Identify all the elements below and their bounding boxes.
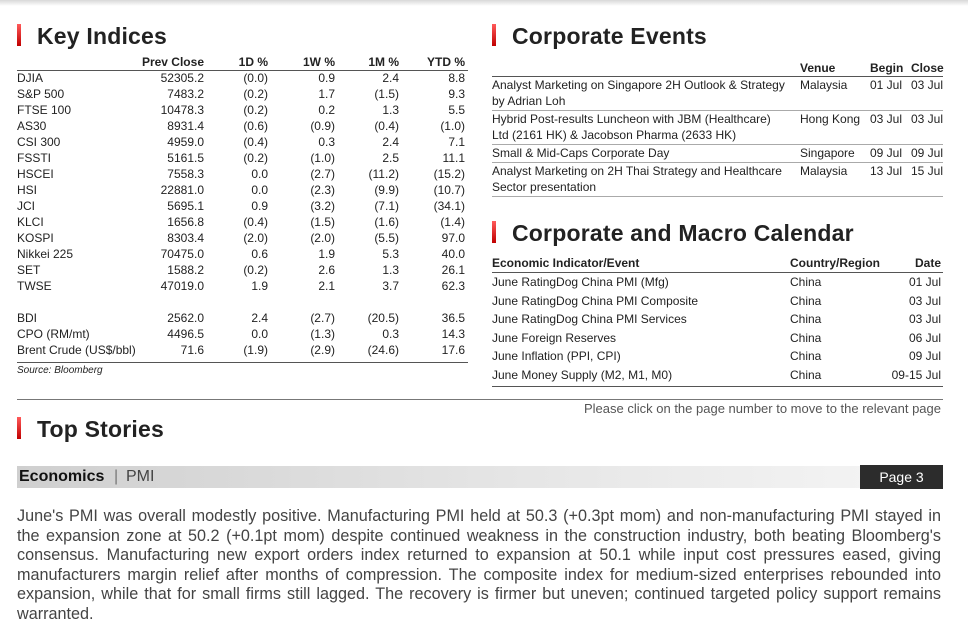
change-1w-value: 2.6 [318,263,335,277]
change-1d-value: (0.2) [243,87,268,101]
col-prev-close: Prev Close [141,55,204,69]
calendar-date: 09-15 Jul [891,367,941,382]
change-1w-value: (1.0) [310,151,335,165]
story-body: June's PMI was overall modestly positive. Manufacturing PMI held at 50.3 (+0.3pt mom) and non-manufacturing PMI stayed in the expansion zone at 50.2 (+0.1pt mom) despite continued weakness in the construction industry, both beating Bloomberg's consensus. Manufacturing new export orders index returned to expansion at 50.1 while input cost pressures eased, giving manufacturers margin relief after months of compression. The composite index for medium-sized enterprises rebounded into expansion, while that for small firms still lagged. The recovery is firmer but uneven; continued targeted policy support remains warranted. [17,507,941,623]
event-close: 03 Jul [911,112,944,126]
calendar-event: June Money Supply (M2, M1, M0) [492,367,673,382]
table-header [492,256,943,273]
event-venue: Malaysia [800,78,848,92]
change-1w-value: (1.3) [310,327,335,341]
index-row [17,279,468,295]
calendar-country: China [790,275,822,289]
change-1d-value: 0.0 [251,167,268,181]
col-ytd: YTD % [426,55,465,69]
calendar-date: 03 Jul [908,293,941,308]
change-ytd-value: 62.3 [441,279,465,293]
change-1w-value: 0.3 [318,135,335,149]
top-shade [0,0,968,6]
calendar-country: China [790,349,822,363]
index-name: CSI 300 [17,135,61,149]
change-1m-value: (11.2) [368,167,399,181]
change-1w-value: 0.2 [318,103,335,117]
col-date: Date [914,256,941,270]
index-row [17,247,468,263]
index-name: Nikkei 225 [17,247,74,261]
change-1m-value: (20.5) [367,311,399,325]
change-1w-value: (2.7) [310,167,335,181]
prev-close-value: 70475.0 [160,247,204,261]
prev-close-value: 4496.5 [167,327,204,341]
key-indices-title: Key Indices [37,23,168,49]
event-name: Analyst Marketing on 2H Thai Strategy and Healthcare Sector presentation [492,164,782,194]
change-1d-value: 0.6 [251,247,268,261]
event-row [492,111,943,145]
prev-close-value: 52305.2 [160,71,204,85]
change-1d-value: 0.0 [251,183,268,197]
col-begin: Begin [870,61,904,75]
change-1m-value: 5.3 [382,247,399,261]
prev-close-value: 8931.4 [167,119,204,133]
calendar-row [492,310,943,329]
calendar-country: China [790,367,822,382]
change-ytd-value: 97.0 [441,231,465,245]
index-row [17,263,468,279]
change-1d-value: (0.4) [243,215,268,229]
index-row [17,199,468,215]
change-ytd-value: 5.5 [448,103,465,117]
prev-close-value: 10478.3 [160,103,204,117]
index-row [17,119,468,135]
section-marker [17,24,21,46]
change-ytd-value: 17.6 [441,343,465,357]
change-1m-value: (7.1) [374,199,399,213]
source-note: Source: Bloomberg [17,365,103,376]
section-marker [492,221,496,243]
index-row [17,231,468,247]
change-ytd-value: 36.5 [441,311,465,325]
event-begin: 09 Jul [870,146,903,160]
prev-close-value: 5161.5 [167,151,204,165]
top-stories-title: Top Stories [37,416,165,442]
change-ytd-value: (1.4) [440,215,465,229]
index-name: HSI [17,183,38,197]
change-1w-value: 1.7 [318,87,335,101]
calendar-date: 03 Jul [908,312,941,326]
index-row [17,343,468,359]
event-begin: 03 Jul [870,112,903,126]
change-1w-value: (0.9) [310,119,335,133]
index-row [17,151,468,167]
key-indices-table [17,55,468,376]
calendar-title: Corporate and Macro Calendar [512,220,854,246]
change-ytd-value: 9.3 [448,87,465,101]
index-name: TWSE [17,279,52,293]
col-close: Close [911,61,944,75]
divider [17,399,943,400]
index-row [17,327,468,343]
change-ytd-value: 8.8 [448,71,465,85]
change-ytd-value: 11.1 [442,151,465,165]
change-ytd-value: 40.0 [441,247,465,261]
change-ytd-value: (1.0) [440,119,465,133]
event-venue: Singapore [800,146,855,160]
calendar-country: China [790,312,822,326]
change-1w-value: 0.9 [318,71,335,85]
change-1d-value: 2.4 [251,311,268,325]
index-name: FSSTI [17,151,52,165]
corporate-events-title: Corporate Events [512,23,707,49]
event-close: 15 Jul [911,164,944,178]
change-1d-value: (0.6) [243,119,268,133]
index-name: FTSE 100 [17,103,72,117]
corporate-events-table [492,60,943,197]
index-row [17,215,468,231]
change-ytd-value: 14.3 [441,327,465,341]
calendar-country: China [790,293,822,308]
calendar-row [492,329,943,348]
change-1d-value: (0.2) [243,263,268,277]
index-name: CPO (RM/mt) [17,327,90,341]
calendar-date: 06 Jul [908,330,941,345]
prev-close-value: 4959.0 [167,135,204,149]
calendar-event: June RatingDog China PMI (Mfg) [492,275,669,289]
change-ytd-value: 7.1 [448,135,465,149]
index-name: SET [17,263,41,277]
change-1m-value: (24.6) [367,343,399,357]
change-1m-value: 1.3 [382,263,399,277]
change-1m-value: 3.7 [382,279,399,293]
event-begin: 01 Jul [870,78,903,92]
event-close: 03 Jul [911,78,944,92]
page-link-button[interactable]: Page 3 [860,465,943,489]
change-1m-value: 1.3 [382,103,399,117]
event-row [492,145,943,163]
change-1w-value: 1.9 [318,247,335,261]
index-row [17,71,468,87]
change-1d-value: 1.9 [251,279,268,293]
prev-close-value: 7483.2 [167,87,204,101]
story-category-band [17,466,943,488]
change-1w-value: (2.9) [310,343,335,357]
change-1w-value: (2.3) [310,183,335,197]
index-row [17,87,468,103]
change-1m-value: (1.6) [374,215,399,229]
col-1m: 1M % [368,55,399,69]
calendar-row [492,292,943,311]
story-subcategory: PMI [126,468,155,485]
change-1w-value: (2.0) [310,231,335,245]
change-1m-value: (0.4) [374,119,399,133]
change-1m-value: (1.5) [374,87,399,101]
col-1d: 1D % [238,55,268,69]
calendar-event: June Foreign Reserves [492,330,617,345]
story-category: Economics [19,468,105,485]
index-name: S&P 500 [17,87,65,101]
change-ytd-value: (15.2) [433,167,465,181]
event-rows [492,77,943,197]
change-1m-value: (9.9) [374,183,399,197]
calendar-event: June RatingDog China PMI Services [492,312,687,326]
navigation-note: Please click on the page number to move to the relevant page [584,401,941,416]
table-header [492,60,943,77]
index-name: KOSPI [17,231,54,245]
change-1m-value: 2.4 [382,135,399,149]
section-marker [17,417,21,439]
calendar-row [492,347,943,366]
change-1d-value: (2.0) [243,231,268,245]
change-1d-value: 0.0 [251,327,268,341]
change-1w-value: (3.2) [310,199,335,213]
index-name: BDI [17,311,38,325]
macro-calendar-table [492,256,943,387]
change-1m-value: (5.5) [374,231,399,245]
change-ytd-value: (34.1) [433,199,465,213]
change-1w-value: (1.5) [310,215,335,229]
calendar-country: China [790,330,822,345]
index-name: JCI [17,199,35,213]
change-1d-value: (0.0) [243,71,268,85]
change-1m-value: 2.4 [382,71,399,85]
indices-rows [17,71,468,295]
change-1m-value: 0.3 [382,327,399,341]
calendar-date: 09 Jul [908,349,941,363]
change-1d-value: (0.2) [243,151,268,165]
change-ytd-value: 26.1 [441,263,465,277]
index-name: Brent Crude (US$/bbl) [17,343,136,357]
prev-close-value: 1656.8 [167,215,204,229]
prev-close-value: 8303.4 [167,231,204,245]
index-name: HSCEI [17,167,54,181]
event-venue: Hong Kong [800,112,861,126]
calendar-rows [492,273,943,384]
prev-close-value: 2562.0 [167,311,204,325]
event-name: Hybrid Post-results Luncheon with JBM (Healthcare) Ltd (2161 HK) & Jacobson Pharma (2633 HK) [492,112,771,142]
col-1w: 1W % [302,55,335,69]
col-event: Economic Indicator/Event [492,256,640,270]
calendar-event: June Inflation (PPI, CPI) [492,349,621,363]
category-separator: | [114,468,119,485]
change-1d-value: (0.4) [243,135,268,149]
prev-close-value: 22881.0 [160,183,204,197]
calendar-row [492,273,943,292]
index-name: KLCI [17,215,44,229]
prev-close-value: 47019.0 [160,279,204,293]
col-country: Country/Region [790,256,880,270]
calendar-row [492,366,943,385]
prev-close-value: 1588.2 [167,263,204,277]
change-ytd-value: (10.7) [433,183,465,197]
change-1w-value: (2.7) [310,311,335,325]
event-row [492,163,943,197]
change-1d-value: (0.2) [243,103,268,117]
event-close: 09 Jul [911,146,944,160]
index-row [17,311,468,327]
calendar-event: June RatingDog China PMI Composite [492,293,699,308]
change-1d-value: 0.9 [251,199,268,213]
section-marker [492,24,496,46]
prev-close-value: 71.6 [180,343,204,357]
event-name: Small & Mid-Caps Corporate Day [492,146,670,160]
index-row [17,135,468,151]
col-venue: Venue [800,61,836,75]
prev-close-value: 5695.1 [167,199,204,213]
calendar-date: 01 Jul [908,275,941,289]
change-1w-value: 2.1 [318,279,335,293]
index-row [17,183,468,199]
index-name: DJIA [17,71,44,85]
event-venue: Malaysia [800,164,848,178]
index-row [17,167,468,183]
table-header [17,55,468,71]
index-name: AS30 [17,119,47,133]
index-row [17,103,468,119]
event-name: Analyst Marketing on Singapore 2H Outlook & Strategy by Adrian Loh [492,78,785,108]
change-1d-value: (1.9) [243,343,268,357]
event-begin: 13 Jul [870,164,903,178]
change-1m-value: 2.5 [382,151,399,165]
prev-close-value: 7558.3 [167,167,204,181]
event-row [492,77,943,111]
commodity-rows [17,311,468,359]
